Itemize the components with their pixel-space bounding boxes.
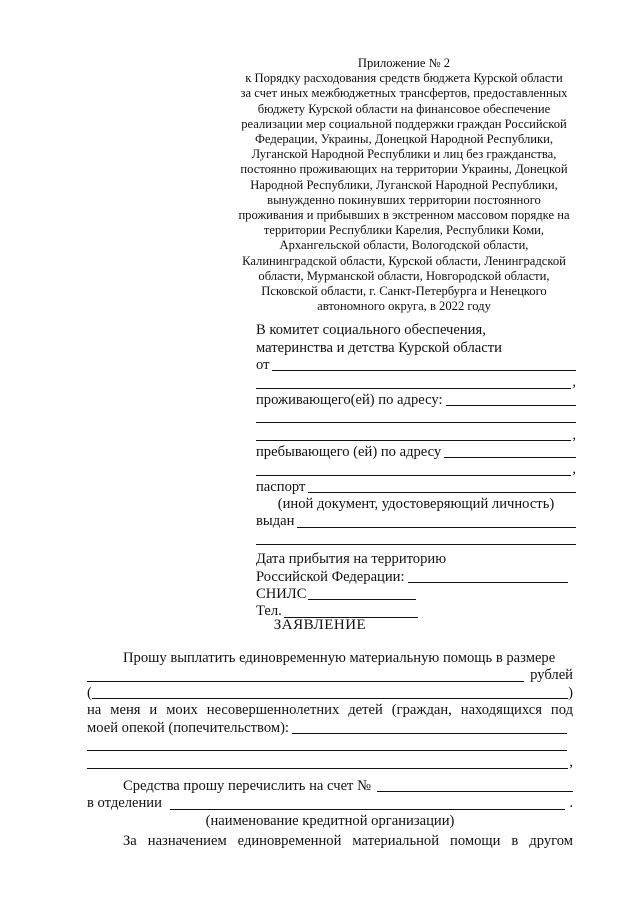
snils-label: СНИЛС (256, 586, 307, 603)
account-row (87, 778, 573, 795)
appendix-line: Псковской области, г. Санкт-Петербурга и Ненецкого (261, 284, 547, 299)
from-row-continued (256, 374, 576, 391)
branch-label: в отделении (87, 795, 162, 812)
comma: , (572, 461, 576, 478)
staying-row-2 (256, 461, 576, 478)
children-row-2 (87, 737, 573, 754)
addressee-block (256, 322, 576, 621)
appendix-header (228, 56, 580, 314)
appendix-line: Приложение № 2 (357, 56, 451, 70)
application-body (87, 650, 573, 850)
children-field-2[interactable] (87, 750, 567, 751)
from-field-continued[interactable] (256, 388, 571, 389)
appendix-line: проживания и прибывших в экстренном массовом порядке на (238, 208, 570, 223)
arrival-row (256, 568, 576, 585)
request-line: Прошу выплатить единовременную материальную помощь в размере (123, 650, 556, 667)
issued-field-2[interactable] (256, 544, 576, 545)
appendix-line: за счет иных межбюджетных трансфертов, предоставленных (240, 86, 568, 101)
amount-words-row (87, 685, 573, 702)
comma: , (572, 374, 576, 391)
children-field-3[interactable] (87, 768, 568, 769)
from-field[interactable] (272, 370, 576, 371)
for-line-2: моей опекой (попечительством): (87, 719, 289, 736)
appendix-line: Народной Республики, Луганской Народной Республики, (250, 177, 558, 192)
for-line-1: на меня и моих несовершеннолетних детей (граждан, находящихся под (87, 702, 573, 719)
account-label: Средства прошу перечислить на счет № (123, 777, 371, 794)
appendix-line: автономного округа, в 2022 году (317, 299, 491, 314)
passport-label: паспорт (256, 478, 306, 495)
last-line: За назначением единовременной материальной помощи в другом (123, 832, 573, 849)
arrival-line-1: Дата прибытия на территорию (256, 551, 447, 568)
staying-address-field[interactable] (444, 457, 576, 458)
account-number-field[interactable] (377, 791, 573, 792)
issued-field[interactable] (297, 527, 576, 528)
paren-close: ) (568, 684, 573, 701)
from-label: от (256, 356, 270, 373)
arrival-label: Российской Федерации: (256, 568, 405, 585)
period: . (569, 795, 573, 812)
bank-branch-field[interactable] (170, 809, 565, 810)
passport-field[interactable] (308, 492, 576, 493)
appendix-line: постоянно проживающих на территории Украины, Донецкой (240, 162, 568, 177)
residing-address-field[interactable] (446, 405, 576, 406)
appendix-line: Федерации, Украины, Донецкой Народной Республики, (254, 132, 554, 147)
appendix-line: Калининградской области, Курской области, Ленинградской (242, 253, 566, 268)
paren-open: ( (87, 684, 92, 701)
staying-row (256, 444, 576, 461)
residing-label: проживающего(ей) по адресу: (256, 391, 443, 408)
appendix-line: области, Мурманской области, Новгородской области, (258, 268, 550, 283)
rubles-label: рублей (530, 667, 573, 684)
appendix-line: реализации мер социальной поддержки граждан Российской (241, 116, 567, 131)
passport-row (256, 479, 576, 496)
amount-field[interactable] (87, 681, 524, 682)
from-row (256, 357, 576, 374)
bank-note: (наименование кредитной организации) (205, 812, 455, 829)
staying-label: пребывающего (ей) по адресу (256, 443, 442, 460)
children-row-3 (87, 754, 573, 771)
addressee-line-1: В комитет социального обеспечения, (256, 322, 486, 339)
comma: , (569, 754, 573, 771)
branch-row (87, 795, 573, 812)
residing-address-field-2[interactable] (256, 422, 576, 423)
appendix-line: Луганской Народной Республики и лиц без гражданства, (251, 147, 557, 162)
passport-note: (иной документ, удостоверяющий личность) (277, 496, 555, 513)
appendix-line: к Порядку расходования средств бюджета Курской области (245, 71, 563, 86)
residing-row-2 (256, 409, 576, 426)
residing-address-field-3[interactable] (256, 440, 571, 441)
staying-address-field-2[interactable] (256, 475, 571, 476)
amount-words-field[interactable] (92, 698, 568, 699)
addressee-line-2: материнства и детства Курской области (256, 339, 502, 356)
residing-row (256, 392, 576, 409)
phone-label: Тел. (256, 603, 282, 620)
issued-row (256, 513, 576, 530)
amount-row (87, 667, 573, 684)
children-field[interactable] (292, 733, 567, 734)
appendix-line: бюджету Курской области на финансовое обеспечение (257, 101, 551, 116)
issued-label: выдан (256, 513, 295, 530)
snils-row (256, 586, 576, 603)
document-title: ЗАЯВЛЕНИЕ (273, 617, 367, 633)
appendix-line: Архангельской области, Вологодской области, (279, 238, 529, 253)
residing-row-3 (256, 426, 576, 443)
appendix-line: вынужденно покинувших территории постоянного (267, 192, 541, 207)
issued-row-2 (256, 531, 576, 548)
snils-field[interactable] (308, 599, 416, 600)
appendix-line: территории Республики Карелия, Республики Коми, (263, 223, 545, 238)
for-line-2-row (87, 720, 573, 737)
comma: , (572, 426, 576, 443)
arrival-date-field[interactable] (408, 582, 568, 583)
